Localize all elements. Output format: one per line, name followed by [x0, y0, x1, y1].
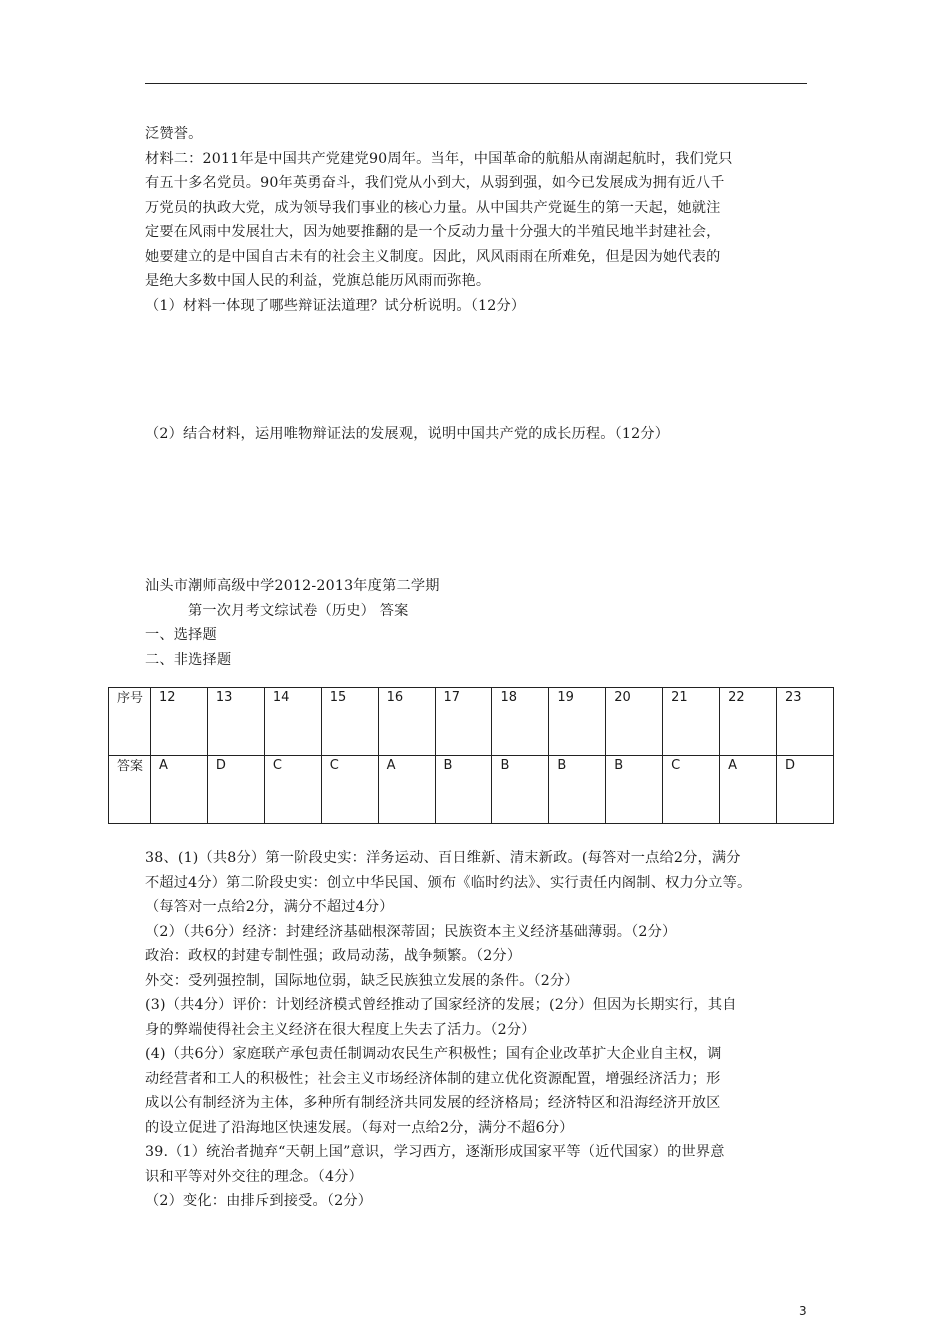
table-cell: C	[264, 756, 321, 824]
text-line: 泛赞誉。	[145, 126, 203, 142]
header-rule	[145, 83, 807, 84]
table-cell: A	[151, 756, 208, 824]
table-cell: 14	[264, 688, 321, 756]
question-two	[145, 422, 807, 447]
text-line: 她要建立的是中国自古未有的社会主义制度。因此，风风雨雨在所难免，但是因为她代表的	[145, 248, 721, 265]
table-cell: B	[435, 756, 492, 824]
text-line: （2）（共6分）经济：封建经济基础根深蒂固；民族资本主义经济基础薄弱。（2分）	[145, 923, 677, 940]
answer-title-school: 汕头市潮师高级中学2012-2013年度第二学期	[145, 578, 440, 594]
table-cell: D	[207, 756, 264, 824]
material-two-block	[145, 122, 807, 318]
table-cell: C	[321, 756, 378, 824]
text-line: 有五十多名党员。90年英勇奋斗，我们党从小到大，从弱到强，如今已发展成为拥有近八千	[145, 175, 725, 191]
text-line: 动经营者和工人的积极性；社会主义市场经济体制的建立优化资源配置，增强经济活力；形	[145, 1070, 721, 1087]
text-line: 定要在风雨中发展壮大，因为她要推翻的是一个反动力量十分强大的半殖民地半封建社会，	[145, 224, 721, 240]
text-line: 识和平等对外交往的理念。（4分）	[145, 1168, 363, 1185]
text-line: 的设立促进了沿海地区快速发展。（每对一点给2分，满分不超6分）	[145, 1119, 574, 1136]
text-line: （2）结合材料，运用唯物辩证法的发展观，说明中国共产党的成长历程。（12分）	[145, 426, 670, 442]
answer-key-heading	[145, 574, 807, 672]
table-cell: 16	[378, 688, 435, 756]
table-cell: D	[776, 756, 833, 824]
table-cell: A	[378, 756, 435, 824]
text-line: 不超过4分）第二阶段史实：创立中华民国、颁布《临时约法》、实行责任内阁制、权力分立等。	[145, 874, 752, 891]
answers-block	[145, 846, 807, 1214]
text-line: 外交：受列强控制，国际地位弱，缺乏民族独立发展的条件。（2分）	[145, 972, 579, 989]
page-number: 3	[799, 1304, 807, 1318]
table-cell: 15	[321, 688, 378, 756]
text-line: 是绝大多数中国人民的利益，党旗总能历风雨而弥艳。	[145, 273, 491, 289]
section-nonchoice-title: 二、非选择题	[145, 651, 232, 668]
table-cell: 18	[492, 688, 549, 756]
table-cell: 22	[720, 688, 777, 756]
text-line: (4)（共6分）家庭联产承包责任制调动农民生产积极性；国有企业改革扩大企业自主权，调	[145, 1046, 722, 1062]
text-line: 材料二：2011年是中国共产党建党90周年。当年，中国革命的航船从南湖起航时，我们党只	[145, 150, 733, 167]
table-cell: B	[549, 756, 606, 824]
text-line: 39.（1）统治者抛弃“天朝上国”意识，学习西方，逐渐形成国家平等（近代国家）的世界意	[145, 1144, 725, 1160]
text-line: （每答对一点给2分，满分不超过4分）	[145, 899, 394, 915]
table-row-numbers	[109, 688, 834, 756]
table-cell: A	[720, 756, 777, 824]
table-cell: 19	[549, 688, 606, 756]
table-row-answers	[109, 756, 834, 824]
table-cell: 23	[776, 688, 833, 756]
row-header-number: 序号	[109, 688, 151, 756]
text-line: 政治：政权的封建专制性强；政局动荡，战争频繁。（2分）	[145, 948, 522, 964]
table-cell: C	[663, 756, 720, 824]
row-header-answer: 答案	[109, 756, 151, 824]
text-line: （2）变化：由排斥到接受。（2分）	[145, 1193, 373, 1209]
text-line: 万党员的执政大党，成为领导我们事业的核心力量。从中国共产党诞生的第一天起，她就注	[145, 199, 721, 216]
question-one: （1）材料一体现了哪些辩证法道理？试分析说明。（12分）	[145, 297, 526, 314]
table-cell: B	[492, 756, 549, 824]
table-cell: 21	[663, 688, 720, 756]
table-cell: 13	[207, 688, 264, 756]
text-line: (3)（共4分）评价：计划经济模式曾经推动了国家经济的发展；(2分）但因为长期实行，其自	[145, 997, 737, 1013]
section-choice-title: 一、选择题	[145, 627, 217, 643]
text-line: 38、(1)（共8分）第一阶段史实：洋务运动、百日维新、清末新政。(每答对一点给2分，满分	[145, 850, 741, 866]
table-cell: 20	[606, 688, 663, 756]
answer-table	[108, 687, 834, 824]
table-cell: 12	[151, 688, 208, 756]
answer-title-exam: 第一次月考文综试卷（历史） 答案	[188, 602, 409, 619]
table-cell: 17	[435, 688, 492, 756]
text-line: 身的弊端使得社会主义经济在很大程度上失去了活力。（2分）	[145, 1021, 536, 1038]
text-line: 成以公有制经济为主体，多种所有制经济共同发展的经济格局；经济特区和沿海经济开放区	[145, 1095, 721, 1111]
table-cell: B	[606, 756, 663, 824]
